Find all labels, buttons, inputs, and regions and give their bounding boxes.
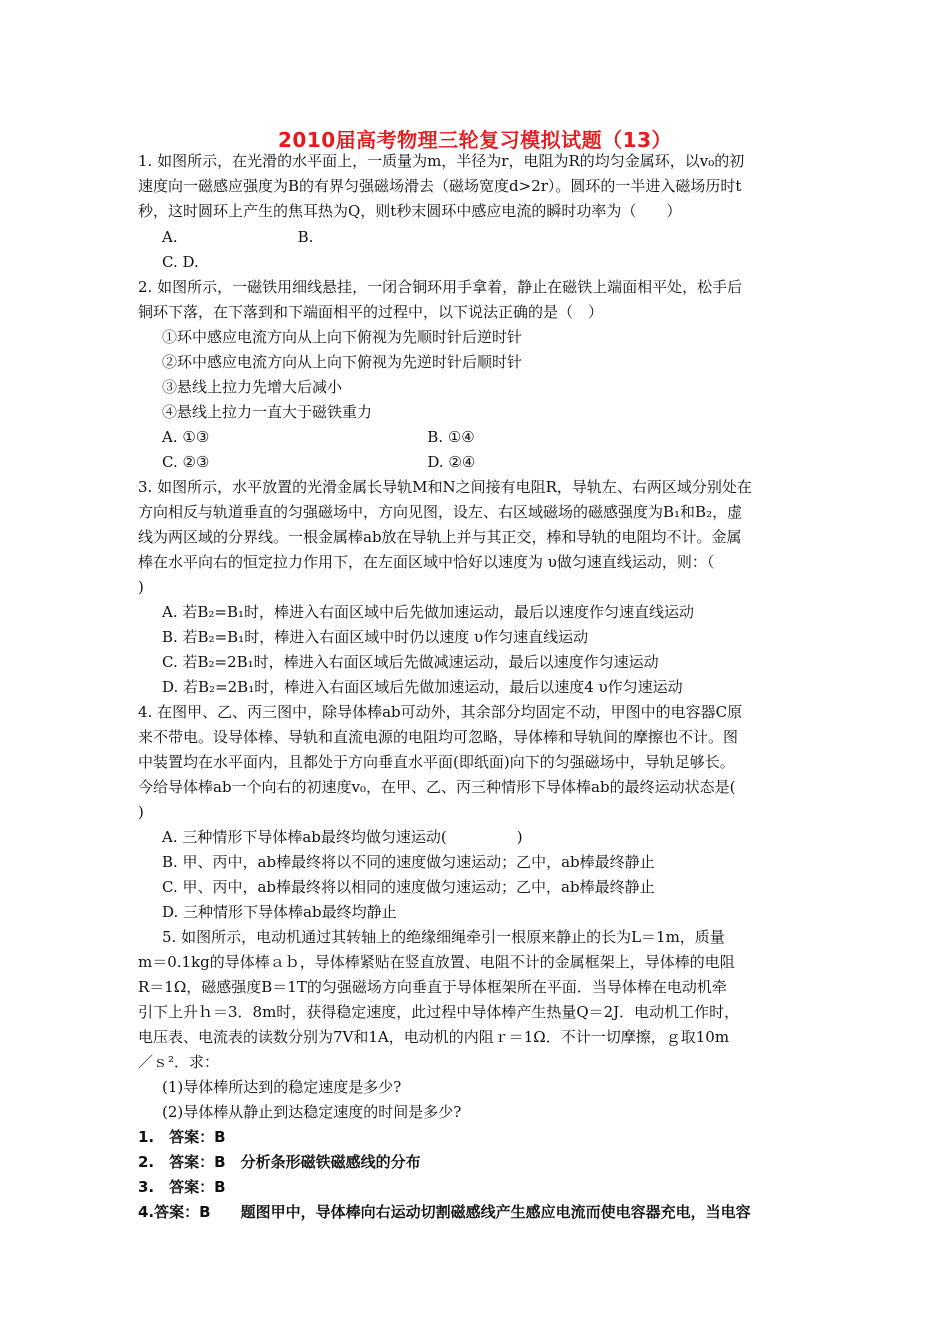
- q1-option-a: A.: [162, 228, 178, 246]
- answer-4: 4.答案：B 题图甲中，导体棒向右运动切割磁感线产生感应电流而使电容器充电，当电容: [138, 1203, 751, 1221]
- q1-line-1: 1. 如图所示，在光滑的水平面上，一质量为m，半径为r，电阻为R的均匀金属环，以v₀的初: [138, 152, 745, 170]
- q2-options-cd: [162, 452, 842, 472]
- q2-option-d: D. ②④: [427, 453, 476, 471]
- q1-line-2: 速度向一磁感应强度为B的有界匀强磁场滑去（磁场宽度d>2r）。圆环的一半进入磁场历时t: [138, 177, 742, 195]
- q3-line-2: 方向相反与轨道垂直的匀强磁场中，方向见图，设左、右区域磁场的磁感强度为B₁和B₂，虚: [138, 503, 743, 521]
- q4-option-a-close: ): [516, 828, 523, 846]
- q3-option-d: D. 若B₂=2B₁时，棒进入右面区域后先做加速运动，最后以速度4 υ作匀速运动: [162, 678, 683, 696]
- q2-statement-3: ③悬线上拉力先增大后减小: [162, 378, 343, 396]
- q5-line-1: 5. 如图所示，电动机通过其转轴上的绝缘细绳牵引一根原来静止的长为L＝1m，质量: [162, 928, 725, 946]
- q5-part-2: (2)导体棒从静止到达稳定速度的时间是多少?: [162, 1103, 462, 1121]
- q5-line-2: m＝0.1kg的导体棒ａｂ，导体棒紧贴在竖直放置、电阻不计的金属框架上，导体棒的电阻: [138, 953, 735, 971]
- q5-line-3: R＝1Ω，磁感强度B＝1T的匀强磁场方向垂直于导体框架所在平面．当导体棒在电动机牵: [138, 978, 727, 996]
- q2-line-1: 2. 如图所示，一磁铁用细线悬挂，一闭合铜环用手拿着，静止在磁铁上端面相平处，松手后: [138, 278, 743, 296]
- q1-options-ab: [162, 227, 842, 247]
- q4-line-5: ): [138, 803, 144, 821]
- q4-line-2: 来不带电。设导体棒、导轨和直流电源的电阻均可忽略，导体棒和导轨间的摩擦也不计。图: [138, 728, 739, 746]
- q2-statement-1: ①环中感应电流方向从上向下俯视为先顺时针后逆时针: [162, 328, 523, 346]
- q4-line-3: 中装置均在水平面内，且都处于方向垂直水平面(即纸面)向下的匀强磁场中，导轨足够长。: [138, 753, 735, 771]
- q5-part-1: (1)导体棒所达到的稳定速度是多少?: [162, 1078, 402, 1096]
- q4-option-a: A. 三种情形下导体棒ab最终均做匀速运动(: [162, 828, 447, 846]
- q2-statement-4: ④悬线上拉力一直大于磁铁重力: [162, 403, 373, 421]
- q2-option-b: B. ①④: [427, 428, 475, 446]
- q4-option-c: C. 甲、丙中，ab棒最终将以相同的速度做匀速运动；乙中，ab棒最终静止: [162, 878, 655, 896]
- q2-option-c: C. ②③: [162, 453, 210, 471]
- q2-option-a: A. ①③: [162, 428, 210, 446]
- q2-options-ab: [162, 427, 842, 447]
- q3-option-a: A. 若B₂=B₁时，棒进入右面区域中后先做加速运动，最后以速度作匀速直线运动: [162, 603, 695, 621]
- q1-option-b: B.: [297, 228, 314, 246]
- page-title: 2010届高考物理三轮复习模拟试题（13）: [278, 128, 672, 152]
- answer-2: 2. 答案：B 分析条形磁铁磁感线的分布: [138, 1153, 421, 1171]
- q5-line-4: 引下上升ｈ＝3．8m时，获得稳定速度，此过程中导体棒产生热量Q＝2J．电动机工作时，: [138, 1003, 740, 1021]
- q2-line-2: 铜环下落，在下落到和下端面相平的过程中，以下说法正确的是（ ）: [138, 303, 604, 321]
- answer-1: 1. 答案：B: [138, 1128, 226, 1146]
- q4-option-b: B. 甲、丙中，ab棒最终将以不同的速度做匀速运动；乙中，ab棒最终静止: [162, 853, 655, 871]
- q3-line-5: ): [138, 578, 144, 596]
- q1-line-3: 秒，这时圆环上产生的焦耳热为Q，则t秒末圆环中感应电流的瞬时功率为（ ）: [138, 202, 682, 220]
- q4-line-4: 今给导体棒ab一个向右的初速度v₀，在甲、乙、丙三种情形下导体棒ab的最终运动状态是(: [138, 778, 736, 796]
- q2-statement-2: ②环中感应电流方向从上向下俯视为先逆时针后顺时针: [162, 353, 523, 371]
- q3-option-c: C. 若B₂=2B₁时，棒进入右面区域后先做减速运动，最后以速度作匀速运动: [162, 653, 659, 671]
- q5-line-6: ／ｓ²．求：: [138, 1053, 220, 1071]
- q4-option-d: D. 三种情形下导体棒ab最终均静止: [162, 903, 397, 921]
- q1-options-cd: C. D.: [162, 253, 199, 271]
- answer-3: 3. 答案：B: [138, 1178, 226, 1196]
- q4-option-a-line: [162, 827, 842, 847]
- q4-line-1: 4. 在图甲、乙、丙三图中，除导体棒ab可动外，其余部分均固定不动，甲图中的电容器C原: [138, 703, 743, 721]
- q3-option-b: B. 若B₂=B₁时，棒进入右面区域中时仍以速度 υ作匀速直线运动: [162, 628, 589, 646]
- q3-line-4: 棒在水平向右的恒定拉力作用下，在左面区域中恰好以速度为 υ做匀速直线运动，则：（: [138, 553, 715, 571]
- q3-line-3: 线为两区域的分界线。一根金属棒ab放在导轨上并与其正交，棒和导轨的电阻均不计。金属: [138, 528, 742, 546]
- q3-line-1: 3. 如图所示，水平放置的光滑金属长导轨M和N之间接有电阻R，导轨左、右两区域分别处在: [138, 478, 752, 496]
- q5-line-5: 电压表、电流表的读数分别为7V和1A，电动机的内阻ｒ＝1Ω．不计一切摩擦，ｇ取10m: [138, 1028, 730, 1046]
